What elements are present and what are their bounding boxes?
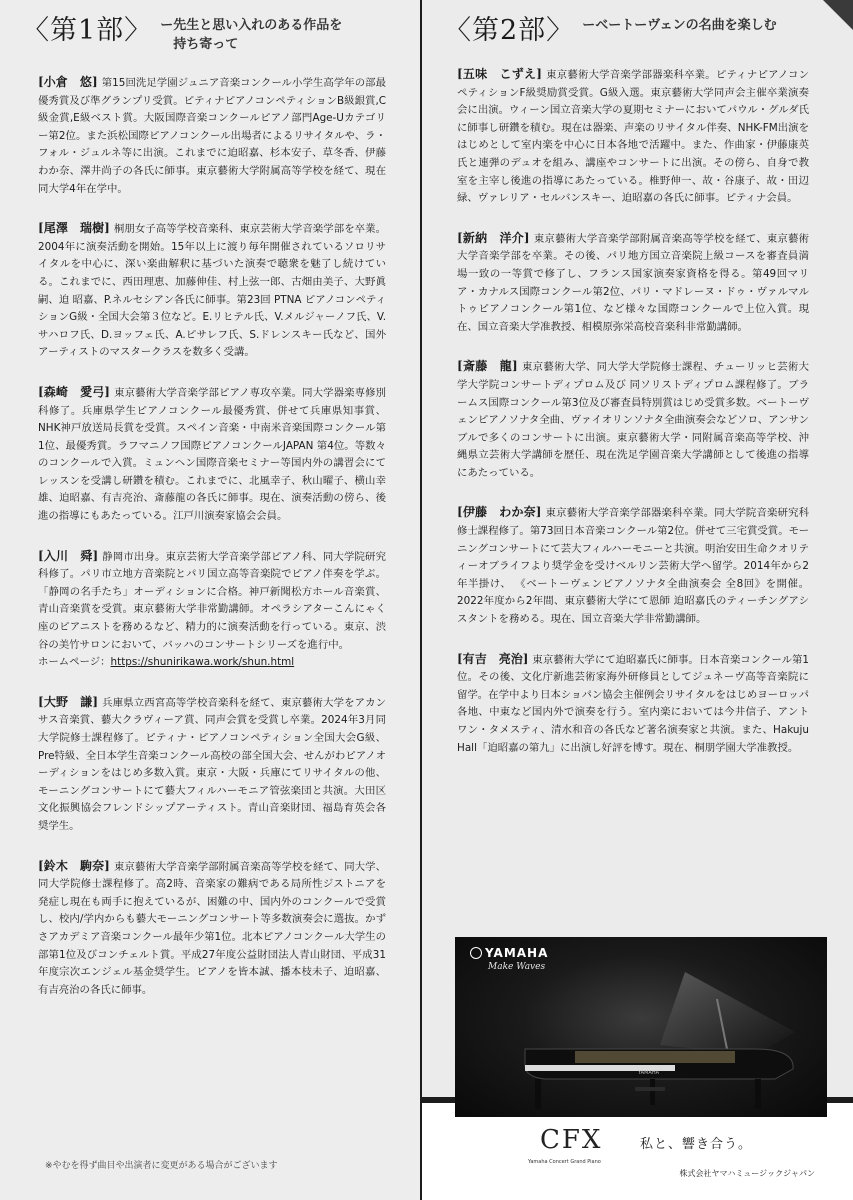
bio-name: [斎藤 龍] <box>457 359 518 374</box>
part1-subtitle-line2: 持ち寄って <box>173 37 239 52</box>
bio-ogura <box>38 74 386 198</box>
part1-title: 〈第1部〉 <box>22 15 153 46</box>
yamaha-brand: YAMAHA <box>485 946 549 960</box>
bio-name: [伊藤 わか奈] <box>457 505 542 520</box>
piano-pedal <box>635 1087 665 1091</box>
part2-subtitle-line1: ーベートーヴェンの名曲を楽しむ <box>582 18 777 33</box>
piano-leg-back <box>755 1079 761 1109</box>
bio-name: [入川 舜] <box>38 548 99 563</box>
bio-name: [小倉 悠] <box>38 75 98 89</box>
yamaha-photo-container <box>455 937 827 1117</box>
bio-text: 東京藝術大学にて迫昭嘉氏に師事。日本音楽コンクール第1位。その後、文化庁新進芸術家海外研修員としてジュネーヴ高等音楽院に留学。在学中より日本ショパン協会主催例会リサイタルをはじめヨーロッパ各地、中東など国内外で演奏を行う。室内楽においては今井信子、アントワン・タメスティ、清水和音の各氏など著名演奏家と共演。また、Hakuju Hall「迫昭嘉の第九」に出演し好評を博す。現在、桐朋学園大学准教授。 <box>457 653 810 754</box>
bio-text: 第15回洗足学園ジュニア音楽コンクール小学生高学年の部最優秀賞及び準グランプリ受賞。ピティナピアノコンペティションB級銀賞,C級金賞,E級ベスト賞。大阪国際音楽コンクールピアノ部門Age-Uカテゴリー第2位。また浜松国際ピアノコンクール出場者によるリサイタルや、ラ・フォル・ジュルネ等に出演。これまでに迫昭嘉、杉本安子、草冬香、伊藤わか奈、澤井尚子の各氏に師事。東京藝術大学附属高等学校を経て、現在同大学4年在学中。 <box>38 77 386 195</box>
bio-suzuki <box>38 858 386 1000</box>
yamaha-tagline: Make Waves <box>488 962 546 972</box>
part1-subtitle-line1: ー先生と思い入れのある作品を <box>160 18 343 33</box>
part2-bios <box>457 66 809 779</box>
piano-leg-front <box>535 1079 541 1109</box>
bio-name: [大野 謙] <box>38 694 99 709</box>
piano-leg-mid <box>650 1079 655 1105</box>
bio-irikawa <box>38 548 386 672</box>
bio-morisaki <box>38 384 386 526</box>
piano-strings <box>575 1051 735 1063</box>
part1-header <box>22 8 342 54</box>
bio-text: 東京藝術大学音楽学部ピアノ専攻卒業。同大学器楽専修別科修了。兵庫県学生ピアノコンクール最優秀賞、併せて兵庫県知事賞、NHK神戸放送局長賞を受賞。スペイン音楽・中南米音楽国際コンクール第1位、最優秀賞。ラフマニノフ国際ピアノコンクールJAPAN 第4位。等数々のコンクールで入賞。ミュンヘン国際音楽セミナー等国内外の講習会にてレッスンを受講し研鑽を積む。これまでに、北風幸子、秋山曜子、横山幸雄、迫昭嘉、有吉亮治、斎藤龍の各氏に師事。現在、演奏活動の傍ら、後進の指導にもあたっている。江戸川演奏家協会会員。 <box>38 386 386 523</box>
bio-name: [新納 洋介] <box>457 230 530 245</box>
piano-lid <box>660 972 795 1055</box>
bio-name: [鈴木 駒奈] <box>38 858 110 873</box>
bio-text: 桐朋女子高等学校音楽科、東京芸術大学音楽学部を卒業。2004年に演奏活動を開始。15年以上に渡り毎年開催されているソロリサイタルを中心に、深い楽曲解釈に基づいた演奏で聴衆を魅了し続けている。これまでに、西田理恵、加藤伸佳、村上弦一郎、古畑由美子、大野眞嗣、迫 昭嘉、P.ネルセシアン各氏に師事。第23回 PTNA ピアノコンペティションG級・全国大会第３位など。E.リヒテル氏、V.メルジャーノフ氏、V.サハロフ氏、D.ヨッフェ氏、A.ピサレフ氏、S.ドレンスキー氏など、国外アーティストのマスタークラスを数多く受講。 <box>38 223 387 359</box>
homepage-label: ホームページ： <box>38 656 111 669</box>
ad-company: 株式会社ヤマハミュージックジャパン <box>679 1169 815 1178</box>
part1-bios <box>38 74 386 1021</box>
bio-text: 東京藝術大学、同大学大学院修士課程、チューリッヒ芸術大学大学院コンサートディプロム及び 同ソリストディプロム課程修了。ブラームス国際コンクール第3位及び審査員特別賞はじめ受賞多数。ベートーヴェンピアノソナタ全曲、ヴァイオリンソナタ全曲演奏会などソロ、アンサンブルで多くのコンサートに出演。東京藝術大学・同附属音楽高等学校、沖縄県立芸術大学講師を歴任、現在洗足学園音楽大学講師として後進の指導にあたっている。 <box>457 361 809 479</box>
bio-gomi <box>457 66 809 208</box>
homepage-link[interactable]: https://shunirikawa.work/shun.html <box>110 656 295 669</box>
bio-ariyoshi <box>457 651 809 758</box>
bio-name: [五味 こずえ] <box>457 67 542 81</box>
part2-title: 〈第2部〉 <box>444 15 575 46</box>
bio-ono <box>38 694 386 836</box>
part1-subtitle <box>160 16 342 54</box>
bio-text: 兵庫県立西宮高等学校音楽科を経て、東京藝術大学をアカンサス音楽賞、藝大クラヴィーア賞、同声会賞を受賞し卒業。2024年3月同大学院修士課程修了。ピティナ・ピアノコンペティション全国大会G級、Pre特級、全日本学生音楽コンクール高校の部全国大会、せんがわピアノオーディションをはじめ多数入賞。東京・大阪・兵庫にてリサイタルの他、モーニングコンサートにて藝大フィルハーモニア管弦楽団と共演。大田区文化振興協会フレンドシップアーティスト。青山音楽財団、福島育英会各奨学生。 <box>38 696 386 832</box>
bio-saito <box>457 358 809 482</box>
bio-text: 東京藝術大学音楽学部器楽科卒業。同大学院音楽研究科修士課程修了。第73回日本音楽コンクール第2位。併せて三宅賞受賞。モーニングコンサートにて芸大フィルハーモニーと共演。明治安田生命クオリティーオブライフより奨学金を受けベルリン芸術大学へ留学。2014年から2年半掛け、 《ベートーヴェンピアノソナタ全曲演奏会 全8回》を開催。2022年度から2年間、東京藝術大学にて恩師 迫昭嘉氏のティーチングアシスタントを務める。現在、国立音楽大学非常勤講師。 <box>457 507 810 626</box>
bio-name: [森崎 愛弓] <box>38 384 110 399</box>
bio-text: 東京藝術大学音楽学部器楽科卒業。ピティナピアノコンペティションF級奨励賞受賞。G級入選。東京藝術大学同声会主催卒業演奏会に出演。ウィーン国立音楽大学の夏期セミナーにおいてパウル・グルダ氏に師事し研鑽を積む。現在は器楽、声楽のリサイタル伴奏、NHK-FM出演をはじめとして室内楽を中心に日本各地で活躍中。また、作曲家・伊藤康英氏と連弾のデュオを組み、講座やコンサートに出演。その傍ら、自身で教室を主宰し後進の指導にあたっている。椎野伸一、故・谷康子、故・田辺緑、ヴァレリア・セルバンスキー、迫昭嘉の各氏に師事。ピティナ会員。 <box>457 69 809 205</box>
bio-niiro <box>457 230 809 337</box>
bio-text: 東京藝術大学音楽学部附属音楽高等学校を経て、同大学、同大学院修士課程修了。高2時、音楽家の難病である局所性ジストニアを発症し現在も両手に抱えているが、困難の中、国内外のコンクールで受賞し、校内/学内からも藝大モーニングコンサート等多数演奏会に選抜。かずさアカデミア音楽コンクール最年少第1位。北本ピアノコンクール大学生の部第1位及びコンチェルト賞。平成27年度公益財団法人青山財団、平成31年度宗次エンジェル基金奨学生。ピアノを皆本誠、播本枝未子、迫昭嘉、有吉亮治の各氏に師事。 <box>38 860 387 996</box>
bio-ozawa <box>38 220 386 362</box>
cfx-logo: CFX <box>540 1125 603 1155</box>
bio-ito <box>457 504 809 628</box>
part2-subtitle <box>582 16 776 35</box>
bio-name: [尾澤 瑞樹] <box>38 221 110 236</box>
bio-text: 東京藝術大学音楽学部附属音楽高等学校を経て、東京藝術大学音楽学部を卒業。その後、パリ地方国立音楽院上級コースを審査員満場一致の一等賞で修了し、フランス国家演奏家資格を得る。第49回マリア・カナルス国際コンクール第2位、パリ・マドレーヌ・ドゥ・ヴァルマルトゥピアノコンクール第1位、など様々な国際コンクールで上位入賞。現在、国立音楽大学准教授、相模原弥栄高校音楽科非常勤講師。 <box>457 232 810 333</box>
part2-header <box>444 8 777 47</box>
change-notice: ※やむを得ず曲目や出演者に変更がある場合がございます <box>45 1161 278 1171</box>
ad-copy: 私と、響き合う。 <box>640 1137 753 1152</box>
bio-text: 静岡市出身。東京芸術大学音楽学部ピアノ科、同大学院研究科修了。パリ市立地方音楽院とパリ国立高等音楽院でピアノ伴奏を学ぶ。「静岡の名手たち」オーディションに合格。神戸新聞松方ホール音楽賞、青山音楽賞を受賞。東京藝術大学非常勤講師。オペラシアターこんにゃく座のピアニストを務めるなど、精力的に演奏活動を行っている。東京、渋谷の美竹サロンにおいて、バッハのコンサートシリーズを進行中。 <box>38 550 386 651</box>
corner-triangle <box>823 0 853 30</box>
ad-caption <box>455 1117 827 1187</box>
cfx-sub: Yamaha Concert Grand Piano <box>528 1159 601 1165</box>
bio-name: [有吉 亮治] <box>457 651 529 666</box>
piano-fallboard-label: YAMAHA <box>638 1070 660 1076</box>
grand-piano-image <box>455 937 827 1117</box>
